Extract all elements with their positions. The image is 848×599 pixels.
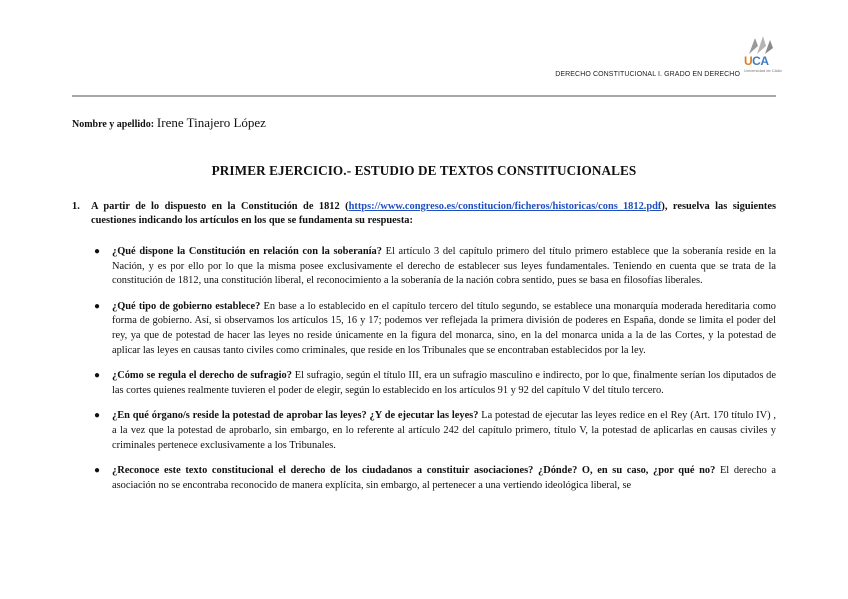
item-question: ¿Qué dispone la Constitución en relación con la soberanía? (112, 246, 382, 257)
item-answer: El artículo 3 del capítulo primero del título primero establece que la soberanía reside en la Nación, y es por ello por lo que la misma posee exclusivamente el derecho de establecer sus leyes fundamentales. Teniendo en cuenta que se trata de la constitución de 1812, una constitución liberal, el reconocimiento a la soberanía de la nación cobra sentido, pues se basa en filosofías liberales. (112, 246, 776, 287)
item-answer: La potestad de ejecutar las leyes redice en el Rey (Art. 170 título IV) , a la vez que la potestad de aprobarlo, sin embargo, en lo referente al artículo 242 del capítulo primero, título V, la potestad de aplicarlas en causas civiles y criminales pertenece exclusivamente a los Tribunales. (112, 410, 776, 451)
logo-subtext: Universidad de Cádiz (744, 68, 783, 73)
constitution-link[interactable]: https://www.congreso.es/constitucion/ficheros/historicas/cons_1812.pdf (348, 201, 662, 212)
list-item (72, 369, 776, 398)
student-name-line (72, 115, 266, 131)
logo-wordmark: UCA (744, 54, 769, 68)
bullet-icon: ● (94, 465, 101, 477)
list-item (72, 409, 776, 453)
bullet-icon: ● (94, 410, 101, 422)
list-item (72, 464, 776, 493)
bullet-icon: ● (94, 246, 101, 257)
list-item (72, 300, 776, 358)
question-1 (72, 200, 776, 228)
item-question: ¿Reconoce este texto constitucional el derecho de los ciudadanos a constituir asociaciones? ¿Dónde? O, en su caso, ¿por qué no? (112, 465, 716, 477)
item-question: ¿Cómo se regula el derecho de sufragio? (112, 370, 292, 382)
course-header: DERECHO CONSTITUCIONAL I. GRADO EN DERECHO (555, 71, 740, 78)
bullet-icon: ● (94, 300, 101, 312)
item-question: ¿Qué tipo de gobierno establece? (112, 300, 261, 312)
bullet-icon: ● (94, 370, 101, 382)
item-answer: El sufragio, según el título III, era un sufragio masculino e indirecto, por lo que, finalmente serían los diputados de las cortes quienes realmente tuvieren el poder de elegir, según lo establecido en los artículos 91 y 92 del capítulo V del título tercero. (112, 370, 776, 396)
header-divider (72, 95, 776, 97)
answers-list (72, 245, 776, 504)
list-item (72, 245, 776, 289)
logo-emblem-icon (745, 34, 775, 56)
item-answer: El derecho a asociación no se encontraba reconocido de manera explícita, sin embargo, al pertenecer a una vertiendo ideológica liberal, se (112, 465, 776, 491)
university-logo (740, 34, 783, 78)
student-name-value: Irene Tinajero López (156, 115, 266, 130)
question-1-text: A partir de lo dispuesto en la Constitución de 1812 (https://www.congreso.es/constitucion/ficheros/historicas/cons_1812.pdf), resuelva las siguientes cuestiones indicando los artículos en los que se fundamenta su respuesta: (91, 201, 776, 226)
question-number: 1. (72, 201, 80, 212)
item-question: ¿En qué órgano/s reside la potestad de aprobar las leyes? ¿Y de ejecutar las leyes? (112, 410, 479, 422)
student-name-label: Nombre y apellido: (72, 119, 155, 130)
item-answer: En base a lo establecido en el capítulo tercero del título segundo, se establece una monarquía moderada hereditaria como forma de gobierno. Así, si observamos los artículos 15, 16 y 17; podemos ver reflejada la primera división de poderes en España, donde se limita el poder del rey, ya que de potestad de hacer las leyes no reside únicamente en la figura del monarca, sino, en la del monarca unida a la de las Cortes, y la potestad de aplicar las leyes en causas tanto civiles como criminales, que reside en los Tribunales que se encontraban establecidos por la ley. (112, 300, 776, 356)
exercise-title: PRIMER EJERCICIO.- ESTUDIO DE TEXTOS CONSTITUCIONALES (211, 163, 637, 178)
